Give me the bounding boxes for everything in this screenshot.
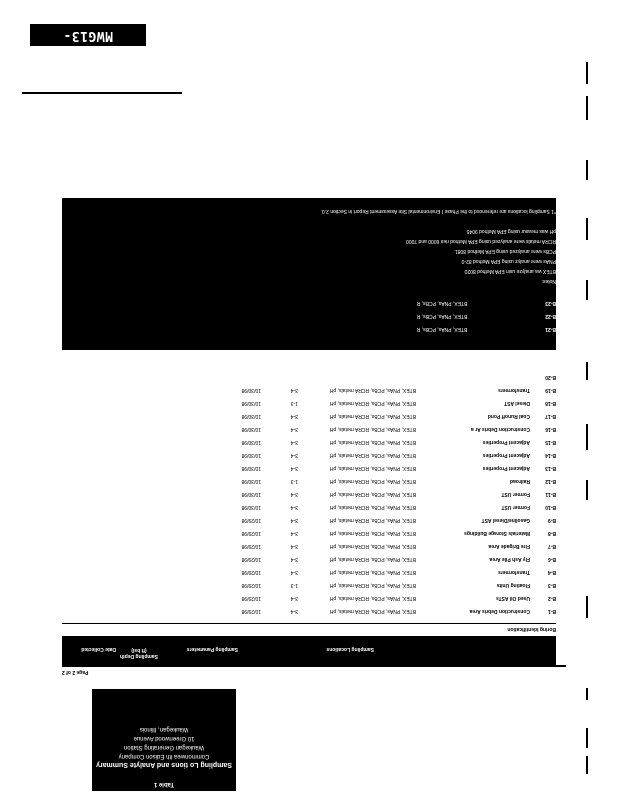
table-row bbox=[417, 300, 556, 306]
sampling-location: Former UST bbox=[501, 504, 530, 510]
sampling-location: Floating Units bbox=[496, 582, 530, 588]
sampling-parameters: BTEX, PNAs, PCBs, RCRA metals, pH bbox=[329, 426, 416, 432]
sampling-parameters: BTEX, PNAs, PCBs, RCRA metals, pH bbox=[329, 465, 416, 471]
sampling-parameters: BTEX, PNAs, PCBs, RCRA metals, pH bbox=[329, 413, 416, 419]
sampling-depth: 3-4 bbox=[290, 465, 298, 471]
date-collected: 10/30/98 bbox=[241, 478, 261, 484]
sampling-location: Coal Runoff Pond bbox=[487, 413, 530, 419]
footnote: *1 Sampling locations are referenced to the Phase I Environmental Site Assessment Report in Section 2.0. bbox=[320, 208, 556, 214]
sampling-depth: 3-4 bbox=[290, 504, 298, 510]
sampling-location: Construction Debris Ar a bbox=[471, 426, 530, 432]
date-collected: 10/29/98 bbox=[241, 556, 261, 562]
table-row bbox=[62, 435, 556, 445]
sampling-depth: 3-4 bbox=[290, 439, 298, 445]
sampling-depth: 1-3 bbox=[290, 582, 298, 588]
date-collected: 10/30/98 bbox=[241, 387, 261, 393]
col-sampling-locations: Sampling Locations bbox=[326, 646, 374, 652]
date-collected: 10/29/98 bbox=[241, 608, 261, 614]
table-row bbox=[62, 552, 556, 562]
table-row bbox=[62, 357, 556, 367]
sampling-depth: 3-4 bbox=[290, 608, 298, 614]
sampling-parameters: BTEX, PNAs, PCBs, RCRA metals, pH bbox=[329, 543, 416, 549]
date-collected: 10/29/98 bbox=[241, 543, 261, 549]
date-collected: 10/29/98 bbox=[241, 582, 261, 588]
section-rule bbox=[62, 623, 556, 624]
col-sampling-depth bbox=[120, 647, 158, 659]
sampling-parameters: BTEX, PNAs, PCBs, RCRA metals, pH bbox=[329, 400, 416, 406]
table-row bbox=[417, 313, 556, 319]
table-row bbox=[62, 461, 556, 471]
sampling-location: Transformers bbox=[498, 387, 530, 393]
margin-mark bbox=[586, 160, 588, 180]
sampling-depth: 3-4 bbox=[290, 517, 298, 523]
sampling-depth: 3-4 bbox=[290, 387, 298, 393]
col-sampling-depth-unit: (ft bsl) bbox=[131, 647, 147, 653]
table-row bbox=[62, 513, 556, 523]
margin-mark bbox=[586, 218, 588, 240]
boring-id: B-13 bbox=[545, 465, 556, 471]
date-collected: 10/30/98 bbox=[241, 400, 261, 406]
col-sampling-parameters: Sampling Parameters bbox=[186, 646, 238, 652]
boring-id: B-9 bbox=[547, 517, 556, 523]
sampling-parameters: BTEX, PNAs, PCBs, RCRA metals, pH bbox=[329, 478, 416, 484]
table-row bbox=[62, 591, 556, 601]
date-collected: 10/29/98 bbox=[241, 517, 261, 523]
sampling-depth: 3-4 bbox=[290, 569, 298, 575]
sampling-location: Diesel AST bbox=[504, 400, 530, 406]
table-row bbox=[62, 474, 556, 484]
boring-id: B-19 bbox=[545, 387, 556, 393]
table-row bbox=[62, 448, 556, 458]
sampling-depth: 3-4 bbox=[290, 413, 298, 419]
boring-id: B-12 bbox=[545, 478, 556, 484]
station-line: Waukegan Generating Station bbox=[123, 744, 205, 750]
margin-mark bbox=[586, 756, 588, 774]
margin-mark bbox=[586, 688, 588, 700]
table-row bbox=[62, 487, 556, 497]
sampling-location: Railroad bbox=[509, 478, 530, 484]
page-rule bbox=[62, 665, 566, 667]
table-row bbox=[417, 326, 556, 332]
boring-id: B-23 bbox=[545, 300, 556, 306]
boring-identification-heading: Boring Identification bbox=[507, 626, 556, 632]
table-row bbox=[62, 409, 556, 419]
address-line: 10 Greenwood Avenue bbox=[133, 735, 195, 741]
sampling-parameters: BTEX, PNAs, PCBs, RCRA metals, pH bbox=[329, 556, 416, 562]
table-title: Sampling Lo tions and Analyte Summary bbox=[96, 761, 232, 768]
note-line: PCBs were analyzed using EPA Method 8081 bbox=[454, 248, 556, 254]
margin-mark bbox=[586, 424, 588, 450]
note-line: RCRA metals were analyzed using EPA Method ries 6000 and 7000 bbox=[406, 238, 556, 244]
margin-mark bbox=[586, 62, 588, 84]
sampling-parameters: BTEX, PNAs, PCBs, R bbox=[416, 300, 468, 306]
note-line: BTEX wa analyze usin EPA Method 8020 bbox=[464, 268, 556, 274]
sampling-parameters: BTEX, PNAs, PCBs, RCRA metals, pH bbox=[329, 582, 416, 588]
col-sampling-depth-label: Sampling Depth bbox=[119, 653, 158, 659]
sampling-depth: 3-4 bbox=[290, 452, 298, 458]
boring-id: B-16 bbox=[545, 426, 556, 432]
date-collected: 10/30/98 bbox=[241, 504, 261, 510]
sampling-location: Transformers bbox=[498, 569, 530, 575]
margin-mark bbox=[586, 596, 588, 618]
sampling-location: Materials Storage Buildings bbox=[464, 530, 530, 536]
margin-mark bbox=[586, 480, 588, 500]
date-collected: 10/30/98 bbox=[241, 491, 261, 497]
sampling-parameters: BTEX, PNAs, PCBs, RCRA metals, pH bbox=[329, 517, 416, 523]
data-rows bbox=[62, 349, 556, 614]
table-row bbox=[62, 500, 556, 510]
company-line: Commonwea lth Edison Company bbox=[118, 753, 210, 759]
margin-mark bbox=[586, 728, 588, 748]
date-collected: 10/30/98 bbox=[241, 426, 261, 432]
boring-id: B-17 bbox=[545, 413, 556, 419]
boring-id: B-21 bbox=[545, 326, 556, 332]
date-collected: 10/30/98 bbox=[241, 465, 261, 471]
table-row bbox=[62, 539, 556, 549]
table-header bbox=[62, 636, 556, 665]
margin-mark bbox=[586, 96, 588, 120]
table-row bbox=[62, 383, 556, 393]
date-collected: 10/30/98 bbox=[241, 439, 261, 445]
boring-id: B-2 bbox=[547, 595, 556, 601]
boring-id: B-7 bbox=[547, 543, 556, 549]
sampling-parameters: BTEX, PNAs, PCBs, RCRA metals, pH bbox=[329, 387, 416, 393]
sampling-depth: 3-4 bbox=[290, 426, 298, 432]
table-row bbox=[62, 604, 556, 614]
sampling-location: Gasoline/Diesel AST bbox=[481, 517, 530, 523]
sampling-parameters: BTEX, PNAs, PCBs, RCRA metals, pH bbox=[329, 504, 416, 510]
page-indicator: Page 2 of 2 bbox=[62, 669, 89, 675]
table-row bbox=[62, 422, 556, 432]
sampling-parameters: BTEX, PNAs, PCBs, RCRA metals, pH bbox=[329, 530, 416, 536]
sampling-depth: 1-3 bbox=[290, 400, 298, 406]
boring-id: B-6 bbox=[547, 556, 556, 562]
table-number: Table 1 bbox=[153, 781, 175, 787]
table-row bbox=[62, 565, 556, 575]
sampling-parameters: BTEX, PNAs, PCBs, RCRA metals, pH bbox=[329, 491, 416, 497]
col-date-collected: Date Collected bbox=[81, 646, 116, 652]
boring-id: B-14 bbox=[545, 452, 556, 458]
notes-heading: Notes: bbox=[541, 278, 556, 284]
sampling-location: Fire Brigade Area bbox=[488, 543, 530, 549]
boring-id: B-22 bbox=[545, 313, 556, 319]
margin-mark bbox=[586, 280, 588, 300]
margin-mark bbox=[586, 362, 588, 380]
bates-stamp: MWG13-15_45804 bbox=[30, 24, 146, 46]
sampling-parameters: BTEX, PNAs, PCBs, RCRA metals, pH bbox=[329, 439, 416, 445]
boring-id: B-18 bbox=[545, 400, 556, 406]
title-box bbox=[92, 689, 236, 791]
sampling-location: Adjacent Properties bbox=[482, 439, 530, 445]
sampling-location: Fly Ash Pile Area bbox=[489, 556, 530, 562]
dark-scan-area bbox=[62, 198, 556, 350]
city-line: Waukegan, Illinois bbox=[139, 726, 189, 732]
date-collected: 10/30/98 bbox=[241, 452, 261, 458]
boring-id: B-20 bbox=[545, 374, 556, 380]
date-collected: 10/29/98 bbox=[241, 595, 261, 601]
sampling-depth: 3-4 bbox=[290, 543, 298, 549]
note-line: pH was measur using EPA Method 9045 bbox=[466, 228, 556, 234]
sampling-parameters: BTEX, PNAs, PCBs, RCRA metals, pH bbox=[329, 569, 416, 575]
sampling-parameters: BTEX, PNAs, PCBs, RCRA metals, pH bbox=[329, 608, 416, 614]
sampling-depth: 3-4 bbox=[290, 595, 298, 601]
date-collected: 10/29/98 bbox=[241, 530, 261, 536]
sampling-parameters: BTEX, PNAs, PCBs, RCRA metals, pH bbox=[329, 452, 416, 458]
date-collected: 10/30/98 bbox=[241, 413, 261, 419]
date-collected: 10/29/98 bbox=[241, 569, 261, 575]
sampling-depth: 3-4 bbox=[290, 556, 298, 562]
boring-id: B-1 bbox=[547, 608, 556, 614]
table-row bbox=[62, 578, 556, 588]
table-row bbox=[62, 396, 556, 406]
sampling-location: Former UST bbox=[501, 491, 530, 497]
sampling-parameters: BTEX, PNAs, PCBs, R bbox=[416, 313, 468, 319]
boring-id: B-11 bbox=[545, 491, 556, 497]
sampling-depth: 3-4 bbox=[290, 491, 298, 497]
scan-speckle bbox=[22, 92, 182, 94]
boring-id: B-4 bbox=[547, 569, 556, 575]
sampling-parameters: BTEX, PNAs, PCBs, RCRA metals, pH bbox=[329, 595, 416, 601]
sampling-location: Adjacent Properties bbox=[482, 465, 530, 471]
sampling-depth: 1-3 bbox=[290, 478, 298, 484]
table-row bbox=[62, 526, 556, 536]
sampling-location: Used Oil ASTs bbox=[496, 595, 530, 601]
note-line: PNAs were analyz using EPA Method 82-0 bbox=[461, 258, 556, 264]
sampling-location: Adjacent Properties bbox=[482, 452, 530, 458]
boring-id: B-15 bbox=[545, 439, 556, 445]
sampling-depth: 3-4 bbox=[290, 530, 298, 536]
boring-id: B-10 bbox=[545, 504, 556, 510]
boring-id: B-8 bbox=[547, 530, 556, 536]
boring-id: B-3 bbox=[547, 582, 556, 588]
table-row bbox=[62, 370, 556, 380]
sampling-location: Construction Debris Area bbox=[469, 608, 530, 614]
sampling-parameters: BTEX, PNAs, PCBs, R bbox=[416, 326, 468, 332]
